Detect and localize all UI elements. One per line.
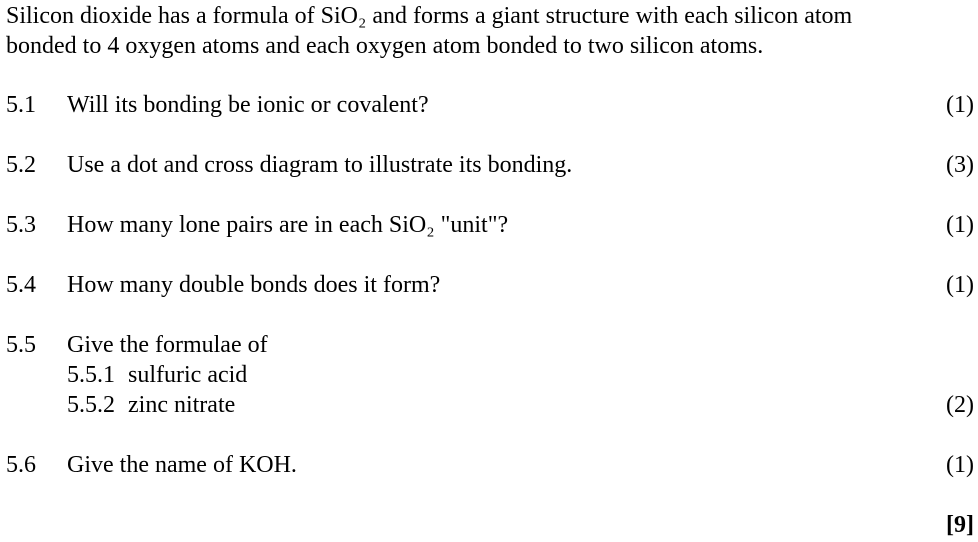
question-5-3 [6, 210, 974, 240]
question-marks: (1) [946, 272, 974, 298]
question-marks: (1) [946, 452, 974, 478]
question-text: Use a dot and cross diagram to illustrate its bonding. [67, 152, 573, 178]
question-number: 5.3 [6, 212, 36, 238]
question-text: How many double bonds does it form? [67, 272, 441, 298]
question-5-1 [6, 90, 974, 120]
question-number: 5.5 [6, 332, 36, 358]
intro-paragraph: Silicon dioxide has a formula of SiO₂ and forms a giant structure with each silicon atom bonded to 4 oxygen atoms and each oxygen atom bonded to two silicon atoms. [6, 3, 853, 59]
question-marks: (1) [946, 212, 974, 238]
question-marks: (2) [946, 392, 974, 418]
subquestion-number: 5.5.2 [67, 392, 115, 418]
subquestion-text: zinc nitrate [128, 392, 236, 418]
question-marks: (3) [946, 152, 974, 178]
subquestion-5-5-1 [67, 360, 247, 390]
question-number: 5.4 [6, 272, 36, 298]
question-number: 5.1 [6, 92, 36, 118]
subquestion-text: sulfuric acid [128, 362, 248, 388]
question-text: How many lone pairs are in each SiO₂ "unit"? [67, 212, 509, 238]
question-5-4 [6, 270, 974, 300]
question-text: Give the formulae of [67, 332, 268, 358]
subquestion-number: 5.5.1 [67, 362, 115, 388]
total-marks: [9] [946, 512, 974, 538]
question-5-5 [6, 330, 974, 360]
question-number: 5.2 [6, 152, 36, 178]
question-text: Will its bonding be ionic or covalent? [67, 92, 429, 118]
question-5-6 [6, 450, 974, 480]
question-5-2 [6, 150, 974, 180]
question-5-5-marks-row [6, 390, 974, 420]
question-marks: (1) [946, 92, 974, 118]
question-text: Give the name of KOH. [67, 452, 297, 478]
question-number: 5.6 [6, 452, 36, 478]
